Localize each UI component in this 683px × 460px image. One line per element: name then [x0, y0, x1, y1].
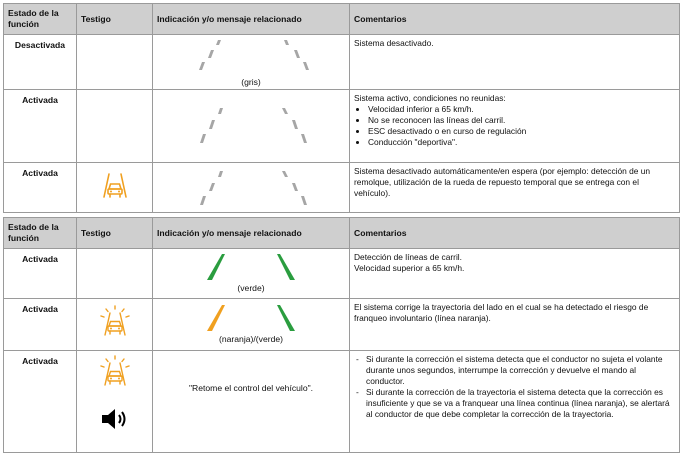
table-row: [4, 351, 680, 453]
grey-lanes-icon: [193, 106, 313, 146]
table-header-row: [4, 218, 680, 249]
table-row: [4, 90, 680, 163]
row-comment: [350, 90, 680, 163]
header-indicator: Testigo: [77, 218, 153, 249]
row-indicator: [77, 35, 153, 90]
list-item: • ESC desactivado o en curso de regulación: [368, 126, 675, 137]
orange-green-lanes-icon: [206, 304, 296, 332]
row-indicator: [77, 90, 153, 163]
row-state: Activada: [4, 249, 77, 299]
row-indicator: [77, 163, 153, 213]
header-indicator: Testigo: [77, 4, 153, 35]
green-lanes-icon: [206, 253, 296, 281]
row-comment: Sistema desactivado.: [350, 35, 680, 90]
row-state: Activada: [4, 163, 77, 213]
list-item: • No se reconocen las líneas del carril.: [368, 115, 675, 126]
list-item: - Si durante la corrección el sistema detecta que el conductor no sujeta el volante durante unos segundos, interrumpe la corrección y devuelve el mando al conductor.: [366, 354, 675, 387]
row-state: Activada: [4, 299, 77, 351]
row-comment: [350, 351, 680, 453]
row-display: [153, 163, 350, 213]
speaker-icon: [100, 408, 130, 430]
row-indicator: [77, 299, 153, 351]
display-caption: (naranja)/(verde): [219, 334, 283, 344]
row-display: [153, 90, 350, 163]
list-item: • Velocidad inferior a 65 km/h.: [368, 104, 675, 115]
row-comment: [350, 249, 680, 299]
grey-lanes-icon: [193, 38, 313, 72]
row-state: Activada: [4, 351, 77, 453]
table-row: [4, 249, 680, 299]
condition-list: [354, 104, 675, 148]
table-row: [4, 35, 680, 90]
header-message: Indicación y/o mensaje relacionado: [153, 4, 350, 35]
lane-alert-icon: [98, 304, 132, 338]
row-comment: Sistema desactivado automáticamente/en espera (por ejemplo: detección de un remolque, utilización de la rueda de repuesto temporal que se entrega con el vehículo).: [350, 163, 680, 213]
list-item: • Conducción "deportiva".: [368, 137, 675, 148]
header-state: Estado de la función: [4, 218, 77, 249]
display-caption: (gris): [241, 77, 261, 87]
row-display: [153, 299, 350, 351]
row-indicator: [77, 249, 153, 299]
list-item: - Si durante la corrección de la trayectoria el sistema detecta que la corrección es insuficiente y que se va a franquear una línea continua (línea naranja), se alertará al conductor de que debe completar la corrección de la trayectoria.: [366, 387, 675, 420]
header-comments: Comentarios: [350, 4, 680, 35]
status-table-1: [3, 3, 680, 213]
row-display: [153, 351, 350, 453]
display-message: "Retome el control del vehículo".: [188, 383, 314, 393]
row-indicator: [77, 351, 153, 453]
behavior-list: [354, 354, 675, 420]
display-caption: (verde): [237, 283, 265, 293]
comment-line: Velocidad superior a 65 km/h.: [354, 263, 465, 273]
row-display: [153, 249, 350, 299]
row-display: [153, 35, 350, 90]
header-state: Estado de la función: [4, 4, 77, 35]
comment-line: Detección de líneas de carril.: [354, 252, 462, 262]
table-header-row: [4, 4, 680, 35]
lane-alert-icon: [98, 354, 132, 388]
row-state: Desactivada: [4, 35, 77, 90]
row-state: Activada: [4, 90, 77, 163]
table-row: [4, 299, 680, 351]
row-comment: El sistema corrige la trayectoria del lado en el cual se ha detectado el riesgo de franqueo involuntario (línea naranja).: [350, 299, 680, 351]
header-message: Indicación y/o mensaje relacionado: [153, 218, 350, 249]
header-comments: Comentarios: [350, 218, 680, 249]
grey-lanes-icon: [193, 169, 313, 207]
table-row: [4, 163, 680, 213]
status-table-2: [3, 217, 680, 453]
lane-warning-icon: [100, 171, 130, 201]
comment-intro: Sistema activo, condiciones no reunidas:: [354, 93, 506, 103]
